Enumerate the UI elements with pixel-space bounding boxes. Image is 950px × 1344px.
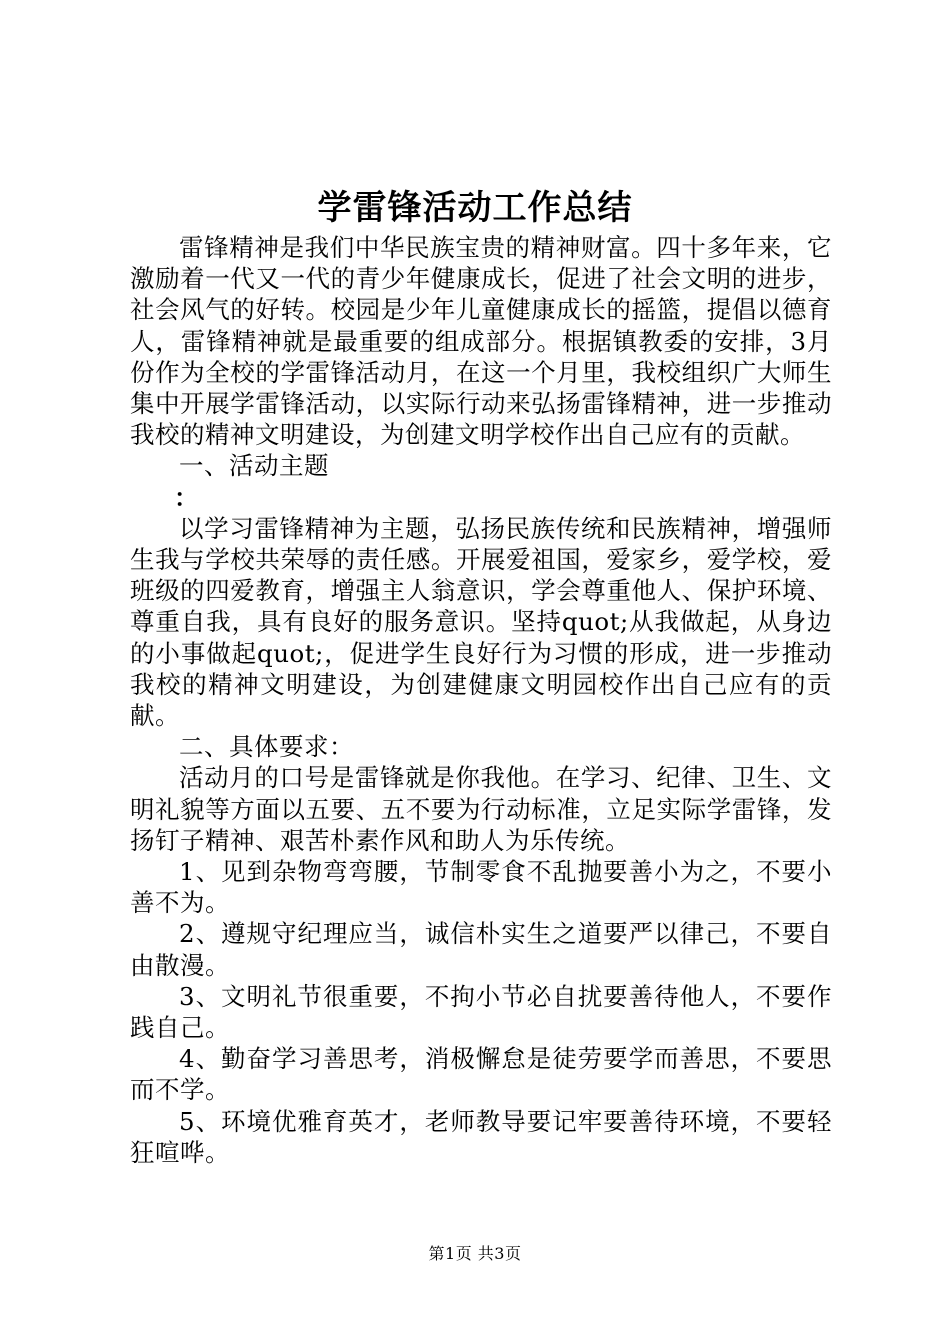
rule-item-3: 3、文明礼节很重要，不拘小节必自扰要善待他人，不要作践自己。 [130,981,832,1043]
document-body [130,232,832,1168]
rule-item-5: 5、环境优雅育英才，老师教导要记牢要善待环境，不要轻狂喧哗。 [130,1106,832,1167]
page-number-footer: 第1页 共3页 [428,1244,522,1263]
document-title: 学雷锋活动工作总结 [317,188,633,228]
section-heading-theme: 一、活动主题 [179,451,329,481]
rule-item-4: 4、勤奋学习善思考，消极懈怠是徒劳要学而善思，不要思而不学。 [130,1044,832,1105]
rule-item-1: 1、见到杂物弯弯腰，节制零食不乱抛要善小为之，不要小善不为。 [130,857,832,918]
rule-item-2: 2、遵规守纪理应当，诚信朴实生之道要严以律己，不要自由散漫。 [130,919,832,980]
colon-line: ： [174,482,199,512]
slogan-paragraph: 活动月的口号是雷锋就是你我他。在学习、纪律、卫生、文明礼貌等方面以五要、五不要为行动标准，立足实际学雷锋，发扬钉子精神、艰苦朴素作风和助人为乐传统。 [130,763,832,855]
intro-paragraph: 雷锋精神是我们中华民族宝贵的精神财富。四十多年来，它激励着一代又一代的青少年健康成长，促进了社会文明的进步，社会风气的好转。校园是少年儿童健康成长的摇篮，提倡以德育人，雷锋精神就是最重要的组成部分。根据镇教委的安排，3月份作为全校的学雷锋活动月，在这一个月里，我校组织广大师生集中开展学雷锋活动，以实际行动来弘扬雷锋精神，进一步推动我校的精神文明建设，为创建文明学校作出自己应有的贡献。 [130,233,832,450]
theme-paragraph: 以学习雷锋精神为主题，弘扬民族传统和民族精神，增强师生我与学校共荣辱的责任感。开展爱祖国，爱家乡，爱学校，爱班级的四爱教育，增强主人翁意识，学会尊重他人、保护环境、尊重自我，具有良好的服务意识。坚持quot;从我做起，从身边的小事做起quot;，促进学生良好行为习惯的形成，进一步推动我校的精神文明建设，为创建健康文明园校作出自己应有的贡献。 [130,513,832,731]
section-heading-requirements: 二、具体要求： [179,732,354,762]
